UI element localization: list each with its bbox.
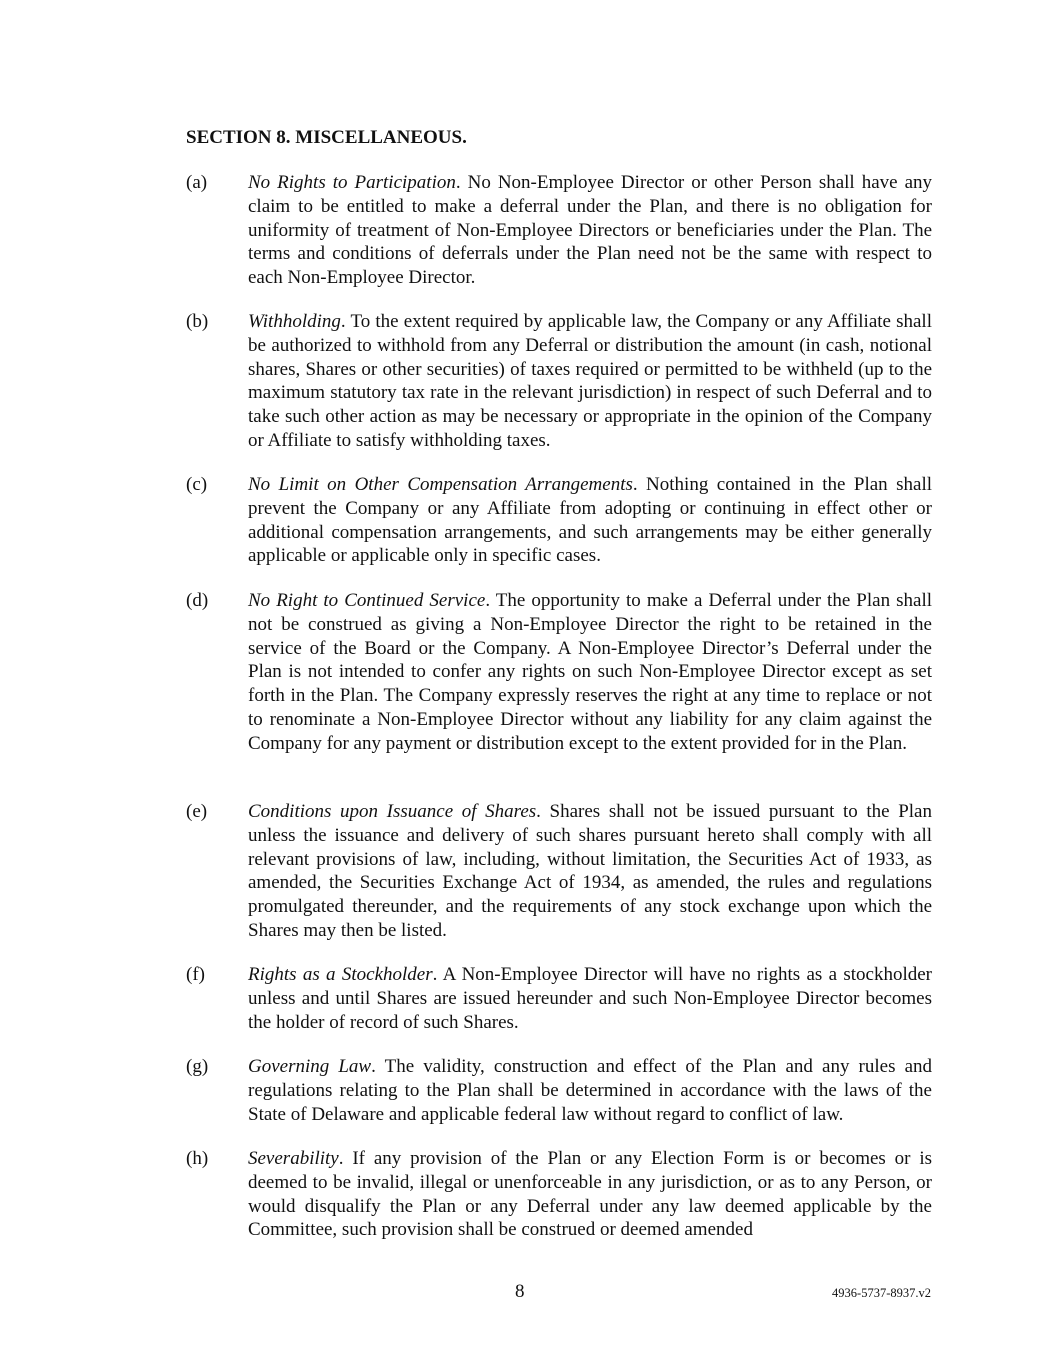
item-title: No Limit on Other Compensation Arrangements bbox=[248, 474, 633, 495]
item-title: No Right to Continued Service bbox=[248, 590, 486, 611]
section-item-b bbox=[186, 310, 932, 453]
item-title: Conditions upon Issuance of Shares bbox=[248, 801, 537, 822]
item-title: Governing Law bbox=[248, 1056, 372, 1077]
item-title: No Rights to Participation bbox=[248, 172, 456, 193]
item-label: (a) bbox=[186, 172, 208, 193]
item-label: (c) bbox=[186, 474, 208, 495]
item-text: . The validity, construction and effect of the Plan and any rules and regulations relating to the Plan shall be determined in accordance with the laws of the State of Delaware and applicable federal law without regard to conflict of law. bbox=[248, 1056, 932, 1125]
item-label: (f) bbox=[186, 964, 205, 985]
item-title: Severability bbox=[248, 1148, 339, 1169]
item-body bbox=[248, 1147, 932, 1242]
item-text: . No Non-Employee Director or other Person shall have any claim to be entitled to make a deferral under the Plan, and there is no obligation for uniformity of treatment of Non-Employee Directors or beneficiaries under the Plan. The terms and conditions of deferrals under the Plan need not be the same with respect to each Non-Employee Director. bbox=[248, 172, 933, 289]
item-title: Rights as a Stockholder bbox=[248, 964, 433, 985]
item-label: (d) bbox=[186, 590, 209, 611]
section-item-e bbox=[186, 800, 932, 943]
item-text: . Nothing contained in the Plan shall prevent the Company or any Affiliate from adopting or continuing in effect other or additional compensation arrangements, and such arrangements may be either generally applicable or applicable only in specific cases. bbox=[248, 474, 932, 567]
section-item-a bbox=[186, 171, 932, 290]
item-text: . To the extent required by applicable law, the Company or any Affiliate shall be authorized to withhold from any Deferral or distribution the amount (in cash, notional shares, Shares or other securities) of taxes required or permitted to be withheld (up to the maximum statutory tax rate in the relevant jurisdiction) in respect of such Deferral and to take such other action as may be necessary or appropriate in the opinion of the Company or Affiliate to satisfy withholding taxes. bbox=[248, 311, 932, 451]
item-body bbox=[248, 800, 932, 943]
section-item-c bbox=[186, 473, 932, 568]
section-item-h bbox=[186, 1147, 932, 1242]
item-label: (b) bbox=[186, 311, 209, 332]
item-body bbox=[248, 310, 932, 453]
page-number: 8 bbox=[515, 1281, 525, 1302]
item-label: (e) bbox=[186, 801, 208, 822]
item-body bbox=[248, 963, 932, 1034]
item-body bbox=[248, 171, 932, 290]
item-text: . If any provision of the Plan or any Election Form is or becomes or is deemed to be invalid, illegal or unenforceable in any jurisdiction, or as to any Person, or would disqualify the Plan or any Deferral under any law deemed applicable by the Committee, such provision shall be construed or deemed amended bbox=[248, 1148, 932, 1241]
item-body bbox=[248, 473, 932, 568]
document-id: 4936-5737-8937.v2 bbox=[832, 1286, 931, 1300]
item-body bbox=[248, 589, 932, 756]
item-text: . A Non-Employee Director will have no rights as a stockholder unless and until Shares are issued hereunder and such Non-Employee Director becomes the holder of record of such Shares. bbox=[248, 964, 932, 1033]
item-text: . The opportunity to make a Deferral under the Plan shall not be construed as giving a Non-Employee Director the right to be retained in the service of the Board or the Company. A Non-Employee Director’s Deferral under the Plan is not intended to confer any rights on such Non-Employee Director except as set forth in the Plan. The Company expressly reserves the right at any time to replace or not to renominate a Non-Employee Director without any liability for any claim against the Company for any payment or distribution except to the extent provided for in the Plan. bbox=[248, 590, 932, 754]
item-label: (g) bbox=[186, 1056, 209, 1077]
section-item-d bbox=[186, 589, 932, 756]
section-item-g bbox=[186, 1055, 932, 1126]
item-title: Withholding bbox=[248, 311, 341, 332]
item-text: . Shares shall not be issued pursuant to the Plan unless the issuance and delivery of such shares pursuant hereto shall comply with all relevant provisions of law, including, without limitation, the Securities Act of 1933, as amended, the Securities Exchange Act of 1934, as amended, the rules and regulations promulgated thereunder, and the requirements of any stock exchange upon which the Shares may then be listed. bbox=[248, 801, 932, 941]
section-heading: SECTION 8. MISCELLANEOUS. bbox=[186, 127, 467, 148]
item-label: (h) bbox=[186, 1148, 209, 1169]
section-item-f bbox=[186, 963, 932, 1034]
item-body bbox=[248, 1055, 932, 1126]
